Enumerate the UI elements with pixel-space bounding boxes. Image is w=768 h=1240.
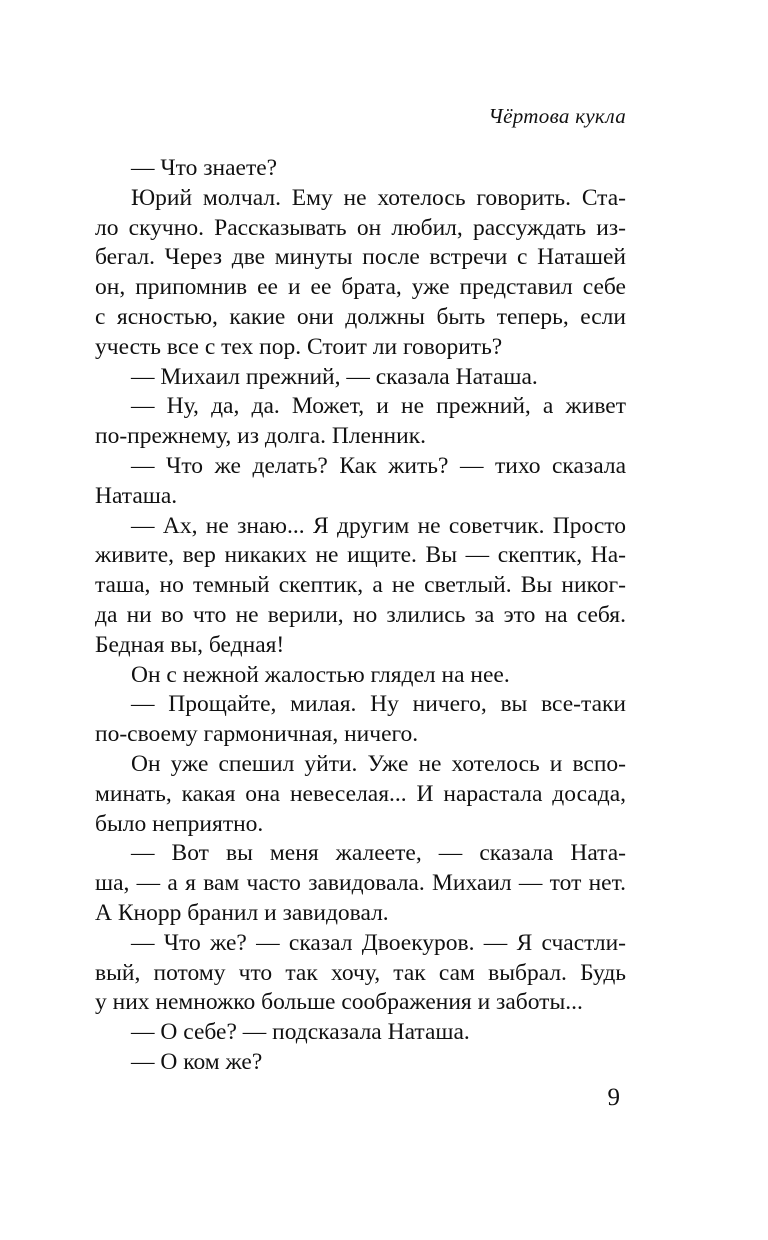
text-line: да ни во что не верили, но злились за это на себя. — [95, 601, 626, 628]
text-line: он, припомнив ее и ее брата, уже представил себе — [95, 274, 626, 301]
text-line: Он уже спешил уйти. Уже не хотелось и вспо- — [131, 750, 626, 777]
text-line: у них немножко больше соображения и заботы... — [95, 989, 583, 1016]
text-line: ло скучно. Рассказывать он любил, рассуждать из- — [95, 214, 626, 241]
text-line: Он с нежной жалостью глядел на нее. — [131, 661, 510, 688]
text-line: Бедная вы, бедная! — [95, 631, 285, 658]
running-head: Чёртова кукла — [488, 104, 626, 128]
text-line: — Что же делать? Как жить? — тихо сказала — [131, 452, 626, 479]
text-line: Юрий молчал. Ему не хотелось говорить. Ста- — [131, 184, 626, 211]
body-text — [95, 154, 626, 1078]
text-line: по-прежнему, из долга. Пленник. — [95, 423, 426, 450]
text-line: А Кнорр бранил и завидовал. — [95, 899, 389, 926]
text-line: было неприятно. — [95, 810, 264, 837]
page-number: 9 — [607, 1084, 620, 1111]
text-line: — Ну, да, да. Может, и не прежний, а живет — [131, 393, 626, 420]
text-line: — О ком же? — [131, 1048, 263, 1075]
text-line: вый, потому что так хочу, так сам выбрал. Будь — [95, 959, 626, 986]
text-line: — Что знаете? — [131, 155, 278, 181]
text-line: минать, какая она невеселая... И нарастала досада, — [95, 780, 626, 807]
text-line: живите, вер никаких не ищите. Вы — скептик, На- — [95, 542, 626, 569]
text-line: по-своему гармоничная, ничего. — [95, 721, 419, 748]
text-line: — Вот вы меня жалеете, — сказала Ната- — [131, 840, 626, 867]
text-line: — Михаил прежний, — сказала Наташа. — [131, 363, 538, 390]
text-line: — Ах, не знаю... Я другим не советчик. Просто — [131, 512, 626, 539]
text-line: — О себе? — подсказала Наташа. — [131, 1019, 470, 1046]
text-line: ша, — а я вам часто завидовала. Михаил — тот нет. — [95, 870, 626, 897]
text-line: Наташа. — [95, 482, 178, 509]
text-line: бегал. Через две минуты после встречи с Наташей — [95, 244, 626, 271]
text-line: с ясностью, какие они должны быть теперь, если — [95, 303, 626, 330]
text-line: — Что же? — сказал Двоекуров. — Я счастли- — [131, 929, 626, 956]
text-line: учесть все с тех пор. Стоит ли говорить? — [95, 333, 503, 360]
text-line: — Прощайте, милая. Ну ничего, вы все-таки — [131, 691, 626, 718]
text-line: таша, но темный скептик, а не светлый. Вы никог- — [95, 572, 626, 599]
